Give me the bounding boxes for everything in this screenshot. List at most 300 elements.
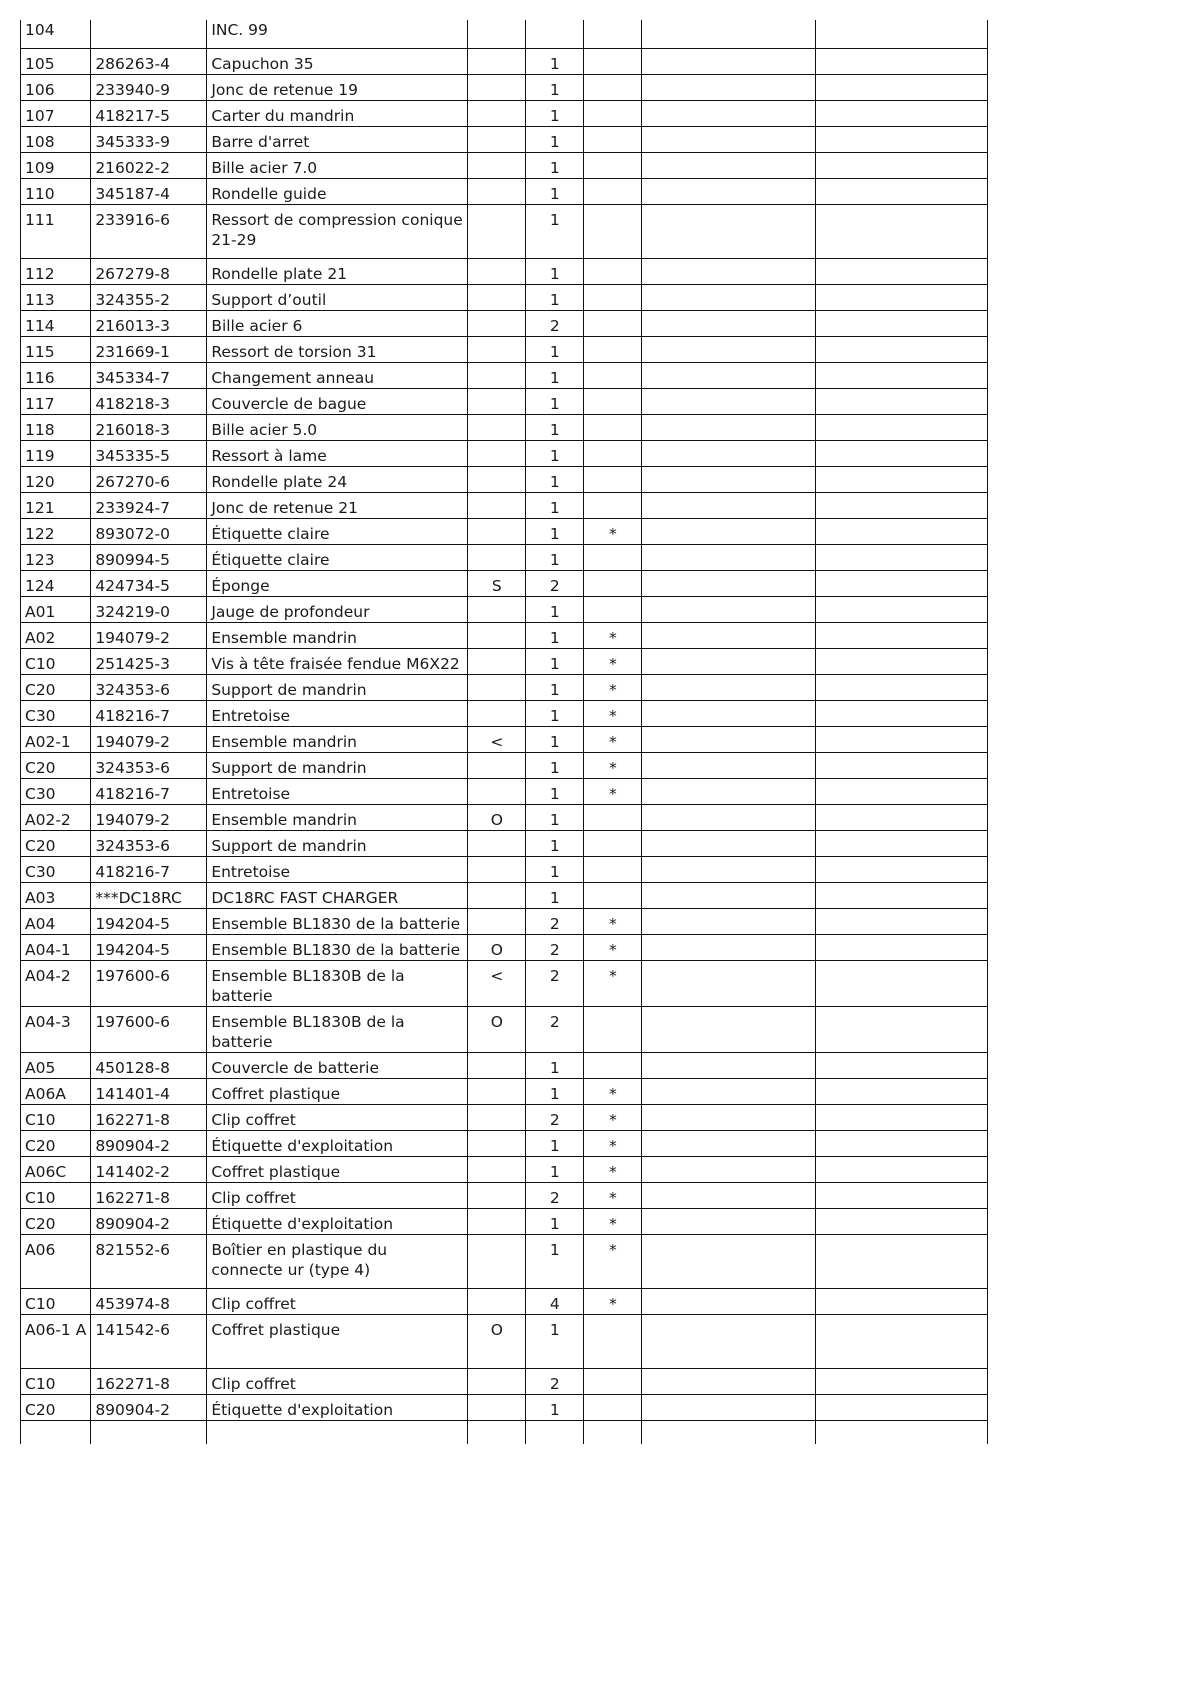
extra-cell-2 — [816, 778, 988, 804]
extra-cell-2 — [816, 492, 988, 518]
note-cell — [468, 1078, 526, 1104]
note-cell — [468, 1368, 526, 1394]
note-cell — [468, 1182, 526, 1208]
part-number-cell: 345335-5 — [91, 440, 207, 466]
flag-cell — [584, 258, 642, 284]
extra-cell-1 — [642, 1394, 816, 1420]
extra-cell-1 — [642, 1208, 816, 1234]
extra-cell-1 — [642, 960, 816, 1006]
description-cell: INC. 99 — [207, 20, 468, 48]
quantity-cell: 1 — [526, 74, 584, 100]
quantity-cell: 1 — [526, 856, 584, 882]
note-cell — [468, 388, 526, 414]
note-cell — [468, 1130, 526, 1156]
quantity-cell: 2 — [526, 570, 584, 596]
part-number-cell: 197600-6 — [91, 960, 207, 1006]
description-cell: Clip coffret — [207, 1288, 468, 1314]
extra-cell-1 — [642, 1104, 816, 1130]
description-cell: Barre d'arret — [207, 126, 468, 152]
quantity-cell: 1 — [526, 48, 584, 74]
extra-cell-1 — [642, 752, 816, 778]
note-cell — [468, 882, 526, 908]
quantity-cell: 1 — [526, 178, 584, 204]
extra-cell-2 — [816, 908, 988, 934]
quantity-cell: 1 — [526, 700, 584, 726]
note-cell — [468, 856, 526, 882]
flag-cell — [584, 152, 642, 178]
item-number-cell: 118 — [21, 414, 91, 440]
item-number-cell: 105 — [21, 48, 91, 74]
extra-cell-1 — [642, 284, 816, 310]
note-cell — [468, 1288, 526, 1314]
extra-cell-1 — [642, 1234, 816, 1288]
item-number-cell: A06-1 A — [21, 1314, 91, 1368]
part-number-cell: 162271-8 — [91, 1104, 207, 1130]
part-number-cell: 418217-5 — [91, 100, 207, 126]
note-cell — [468, 126, 526, 152]
table-row — [21, 778, 988, 804]
part-number-cell: 162271-8 — [91, 1368, 207, 1394]
table-row — [21, 1052, 988, 1078]
extra-cell-2 — [816, 440, 988, 466]
description-cell: Rondelle guide — [207, 178, 468, 204]
table-row — [21, 830, 988, 856]
part-number-cell: 194204-5 — [91, 934, 207, 960]
description-cell — [207, 1420, 468, 1444]
item-number-cell: 122 — [21, 518, 91, 544]
item-number-cell: A06A — [21, 1078, 91, 1104]
item-number-cell: A01 — [21, 596, 91, 622]
description-cell: Coffret plastique — [207, 1156, 468, 1182]
extra-cell-1 — [642, 1052, 816, 1078]
flag-cell — [584, 804, 642, 830]
item-number-cell: A02-2 — [21, 804, 91, 830]
quantity-cell: 1 — [526, 466, 584, 492]
flag-cell — [584, 204, 642, 258]
item-number-cell: 120 — [21, 466, 91, 492]
part-number-cell: 162271-8 — [91, 1182, 207, 1208]
quantity-cell: 4 — [526, 1288, 584, 1314]
flag-cell — [584, 48, 642, 74]
quantity-cell: 2 — [526, 310, 584, 336]
flag-cell — [584, 310, 642, 336]
extra-cell-2 — [816, 674, 988, 700]
flag-cell: * — [584, 908, 642, 934]
extra-cell-1 — [642, 1130, 816, 1156]
flag-cell — [584, 544, 642, 570]
part-number-cell: 890904-2 — [91, 1208, 207, 1234]
part-number-cell: 233940-9 — [91, 74, 207, 100]
quantity-cell — [526, 20, 584, 48]
note-cell — [468, 622, 526, 648]
extra-cell-2 — [816, 388, 988, 414]
quantity-cell: 1 — [526, 362, 584, 388]
part-number-cell: 893072-0 — [91, 518, 207, 544]
note-cell — [468, 74, 526, 100]
table-row — [21, 284, 988, 310]
extra-cell-1 — [642, 648, 816, 674]
flag-cell — [584, 414, 642, 440]
quantity-cell: 1 — [526, 1130, 584, 1156]
item-number-cell: A06 — [21, 1234, 91, 1288]
extra-cell-2 — [816, 1130, 988, 1156]
extra-cell-1 — [642, 674, 816, 700]
extra-cell-2 — [816, 1156, 988, 1182]
extra-cell-1 — [642, 726, 816, 752]
extra-cell-1 — [642, 1156, 816, 1182]
extra-cell-1 — [642, 258, 816, 284]
extra-cell-1 — [642, 882, 816, 908]
item-number-cell: 117 — [21, 388, 91, 414]
table-row — [21, 310, 988, 336]
extra-cell-1 — [642, 100, 816, 126]
part-number-cell: 324353-6 — [91, 830, 207, 856]
quantity-cell: 1 — [526, 284, 584, 310]
item-number-cell: 108 — [21, 126, 91, 152]
note-cell — [468, 1104, 526, 1130]
flag-cell — [584, 126, 642, 152]
extra-cell-2 — [816, 100, 988, 126]
extra-cell-2 — [816, 414, 988, 440]
part-number-cell: 324353-6 — [91, 752, 207, 778]
description-cell: Capuchon 35 — [207, 48, 468, 74]
table-row — [21, 596, 988, 622]
note-cell: < — [468, 960, 526, 1006]
item-number-cell: 110 — [21, 178, 91, 204]
note-cell — [468, 674, 526, 700]
flag-cell — [584, 492, 642, 518]
part-number-cell: 418218-3 — [91, 388, 207, 414]
extra-cell-2 — [816, 518, 988, 544]
item-number-cell: 109 — [21, 152, 91, 178]
note-cell — [468, 178, 526, 204]
description-cell: Rondelle plate 24 — [207, 466, 468, 492]
table-row — [21, 1234, 988, 1288]
extra-cell-1 — [642, 1420, 816, 1444]
table-row — [21, 336, 988, 362]
part-number-cell: 890904-2 — [91, 1130, 207, 1156]
extra-cell-2 — [816, 1234, 988, 1288]
extra-cell-2 — [816, 700, 988, 726]
extra-cell-1 — [642, 804, 816, 830]
description-cell: Coffret plastique — [207, 1078, 468, 1104]
item-number-cell: C20 — [21, 1394, 91, 1420]
quantity-cell: 2 — [526, 934, 584, 960]
description-cell: Étiquette d'exploitation — [207, 1394, 468, 1420]
extra-cell-2 — [816, 284, 988, 310]
flag-cell — [584, 284, 642, 310]
item-number-cell: 113 — [21, 284, 91, 310]
extra-cell-1 — [642, 152, 816, 178]
description-cell: Entretoise — [207, 778, 468, 804]
note-cell — [468, 48, 526, 74]
table-row — [21, 1078, 988, 1104]
extra-cell-2 — [816, 856, 988, 882]
extra-cell-1 — [642, 856, 816, 882]
description-cell: DC18RC FAST CHARGER — [207, 882, 468, 908]
flag-cell: * — [584, 960, 642, 1006]
flag-cell: * — [584, 518, 642, 544]
part-number-cell: 418216-7 — [91, 778, 207, 804]
part-number-cell: 821552-6 — [91, 1234, 207, 1288]
extra-cell-1 — [642, 466, 816, 492]
description-cell: Coffret plastique — [207, 1314, 468, 1368]
extra-cell-2 — [816, 178, 988, 204]
quantity-cell: 2 — [526, 1182, 584, 1208]
extra-cell-2 — [816, 1288, 988, 1314]
table-row — [21, 726, 988, 752]
flag-cell — [584, 440, 642, 466]
extra-cell-2 — [816, 310, 988, 336]
description-cell: Ressort de compression conique 21-29 — [207, 204, 468, 258]
description-cell: Ensemble mandrin — [207, 804, 468, 830]
flag-cell: * — [584, 622, 642, 648]
note-cell — [468, 258, 526, 284]
flag-cell — [584, 882, 642, 908]
flag-cell: * — [584, 674, 642, 700]
note-cell — [468, 440, 526, 466]
quantity-cell: 1 — [526, 336, 584, 362]
flag-cell: * — [584, 700, 642, 726]
description-cell: Ressort de torsion 31 — [207, 336, 468, 362]
description-cell: Entretoise — [207, 856, 468, 882]
table-row — [21, 1182, 988, 1208]
quantity-cell: 2 — [526, 960, 584, 1006]
quantity-cell: 1 — [526, 1314, 584, 1368]
extra-cell-2 — [816, 204, 988, 258]
table-row — [21, 674, 988, 700]
note-cell — [468, 466, 526, 492]
note-cell — [468, 1234, 526, 1288]
description-cell: Jonc de retenue 21 — [207, 492, 468, 518]
part-number-cell: 197600-6 — [91, 1006, 207, 1052]
table-row — [21, 204, 988, 258]
item-number-cell: 111 — [21, 204, 91, 258]
quantity-cell: 1 — [526, 674, 584, 700]
extra-cell-1 — [642, 596, 816, 622]
extra-cell-1 — [642, 126, 816, 152]
part-number-cell: 216013-3 — [91, 310, 207, 336]
flag-cell: * — [584, 1078, 642, 1104]
flag-cell: * — [584, 934, 642, 960]
note-cell — [468, 544, 526, 570]
flag-cell: * — [584, 726, 642, 752]
description-cell: Support de mandrin — [207, 674, 468, 700]
item-number-cell: 121 — [21, 492, 91, 518]
description-cell: Carter du mandrin — [207, 100, 468, 126]
item-number-cell: C10 — [21, 1368, 91, 1394]
extra-cell-2 — [816, 960, 988, 1006]
part-number-cell: 424734-5 — [91, 570, 207, 596]
extra-cell-1 — [642, 414, 816, 440]
note-cell — [468, 204, 526, 258]
note-cell — [468, 100, 526, 126]
flag-cell — [584, 100, 642, 126]
description-cell: Jonc de retenue 19 — [207, 74, 468, 100]
item-number-cell: C20 — [21, 674, 91, 700]
extra-cell-2 — [816, 466, 988, 492]
part-number-cell: 233924-7 — [91, 492, 207, 518]
table-row — [21, 74, 988, 100]
table-row — [21, 440, 988, 466]
quantity-cell: 1 — [526, 882, 584, 908]
extra-cell-1 — [642, 934, 816, 960]
flag-cell — [584, 1006, 642, 1052]
extra-cell-2 — [816, 1394, 988, 1420]
extra-cell-2 — [816, 752, 988, 778]
table-row — [21, 1130, 988, 1156]
part-number-cell: 233916-6 — [91, 204, 207, 258]
quantity-cell: 1 — [526, 726, 584, 752]
part-number-cell: 194079-2 — [91, 804, 207, 830]
table-row — [21, 882, 988, 908]
extra-cell-1 — [642, 204, 816, 258]
quantity-cell: 1 — [526, 126, 584, 152]
extra-cell-2 — [816, 1314, 988, 1368]
flag-cell — [584, 74, 642, 100]
table-row — [21, 388, 988, 414]
extra-cell-2 — [816, 48, 988, 74]
table-row — [21, 492, 988, 518]
note-cell: O — [468, 804, 526, 830]
flag-cell — [584, 1052, 642, 1078]
part-number-cell: 345187-4 — [91, 178, 207, 204]
description-cell: Bille acier 7.0 — [207, 152, 468, 178]
quantity-cell: 1 — [526, 258, 584, 284]
description-cell: Entretoise — [207, 700, 468, 726]
table-row — [21, 1288, 988, 1314]
flag-cell: * — [584, 1156, 642, 1182]
flag-cell: * — [584, 1182, 642, 1208]
item-number-cell: A04 — [21, 908, 91, 934]
extra-cell-1 — [642, 336, 816, 362]
note-cell — [468, 908, 526, 934]
table-row — [21, 362, 988, 388]
description-cell: Couvercle de bague — [207, 388, 468, 414]
item-number-cell: 104 — [21, 20, 91, 48]
note-cell — [468, 596, 526, 622]
table-row — [21, 1368, 988, 1394]
description-cell: Étiquette d'exploitation — [207, 1130, 468, 1156]
quantity-cell: 1 — [526, 752, 584, 778]
note-cell: O — [468, 1314, 526, 1368]
item-number-cell: 124 — [21, 570, 91, 596]
table-row — [21, 700, 988, 726]
flag-cell: * — [584, 1234, 642, 1288]
part-number-cell: 418216-7 — [91, 700, 207, 726]
description-cell: Ensemble mandrin — [207, 726, 468, 752]
description-cell: Jauge de profondeur — [207, 596, 468, 622]
part-number-cell: 194204-5 — [91, 908, 207, 934]
flag-cell — [584, 178, 642, 204]
flag-cell — [584, 466, 642, 492]
extra-cell-2 — [816, 336, 988, 362]
note-cell — [468, 284, 526, 310]
table-row — [21, 752, 988, 778]
description-cell: Ensemble BL1830 de la batterie — [207, 934, 468, 960]
part-number-cell: 216022-2 — [91, 152, 207, 178]
extra-cell-2 — [816, 1182, 988, 1208]
note-cell: O — [468, 934, 526, 960]
extra-cell-1 — [642, 544, 816, 570]
extra-cell-1 — [642, 1078, 816, 1104]
description-cell: Bille acier 5.0 — [207, 414, 468, 440]
item-number-cell: C20 — [21, 1130, 91, 1156]
extra-cell-2 — [816, 126, 988, 152]
extra-cell-1 — [642, 178, 816, 204]
quantity-cell: 2 — [526, 1006, 584, 1052]
item-number-cell: 106 — [21, 74, 91, 100]
flag-cell — [584, 596, 642, 622]
quantity-cell: 1 — [526, 596, 584, 622]
note-cell: < — [468, 726, 526, 752]
flag-cell: * — [584, 1208, 642, 1234]
extra-cell-1 — [642, 908, 816, 934]
table-row — [21, 20, 988, 48]
flag-cell: * — [584, 1104, 642, 1130]
note-cell — [468, 152, 526, 178]
description-cell: Ensemble mandrin — [207, 622, 468, 648]
table-row — [21, 1394, 988, 1420]
table-row — [21, 856, 988, 882]
quantity-cell: 1 — [526, 492, 584, 518]
part-number-cell: 267270-6 — [91, 466, 207, 492]
description-cell: Rondelle plate 21 — [207, 258, 468, 284]
quantity-cell: 1 — [526, 388, 584, 414]
part-number-cell: 251425-3 — [91, 648, 207, 674]
flag-cell: * — [584, 752, 642, 778]
table-row — [21, 48, 988, 74]
extra-cell-1 — [642, 622, 816, 648]
item-number-cell: A06C — [21, 1156, 91, 1182]
description-cell: Support de mandrin — [207, 752, 468, 778]
item-number-cell: 119 — [21, 440, 91, 466]
item-number-cell: A04-3 — [21, 1006, 91, 1052]
note-cell — [468, 1156, 526, 1182]
flag-cell: * — [584, 778, 642, 804]
note-cell — [468, 310, 526, 336]
quantity-cell: 2 — [526, 1368, 584, 1394]
extra-cell-2 — [816, 1420, 988, 1444]
quantity-cell: 1 — [526, 100, 584, 126]
table-row — [21, 1156, 988, 1182]
description-cell: Étiquette claire — [207, 544, 468, 570]
flag-cell — [584, 388, 642, 414]
item-number-cell: C10 — [21, 1288, 91, 1314]
table-row — [21, 518, 988, 544]
flag-cell — [584, 1368, 642, 1394]
table-row — [21, 414, 988, 440]
description-cell: Support de mandrin — [207, 830, 468, 856]
part-number-cell: ***DC18RC — [91, 882, 207, 908]
quantity-cell: 1 — [526, 1078, 584, 1104]
note-cell — [468, 492, 526, 518]
part-number-cell: 453974-8 — [91, 1288, 207, 1314]
extra-cell-1 — [642, 362, 816, 388]
note-cell — [468, 1208, 526, 1234]
note-cell — [468, 414, 526, 440]
extra-cell-1 — [642, 492, 816, 518]
quantity-cell: 1 — [526, 1156, 584, 1182]
item-number-cell: A04-1 — [21, 934, 91, 960]
part-number-cell: 890994-5 — [91, 544, 207, 570]
part-number-cell: 267279-8 — [91, 258, 207, 284]
item-number-cell: C30 — [21, 778, 91, 804]
item-number-cell: 107 — [21, 100, 91, 126]
table-row — [21, 934, 988, 960]
extra-cell-1 — [642, 440, 816, 466]
item-number-cell: 115 — [21, 336, 91, 362]
